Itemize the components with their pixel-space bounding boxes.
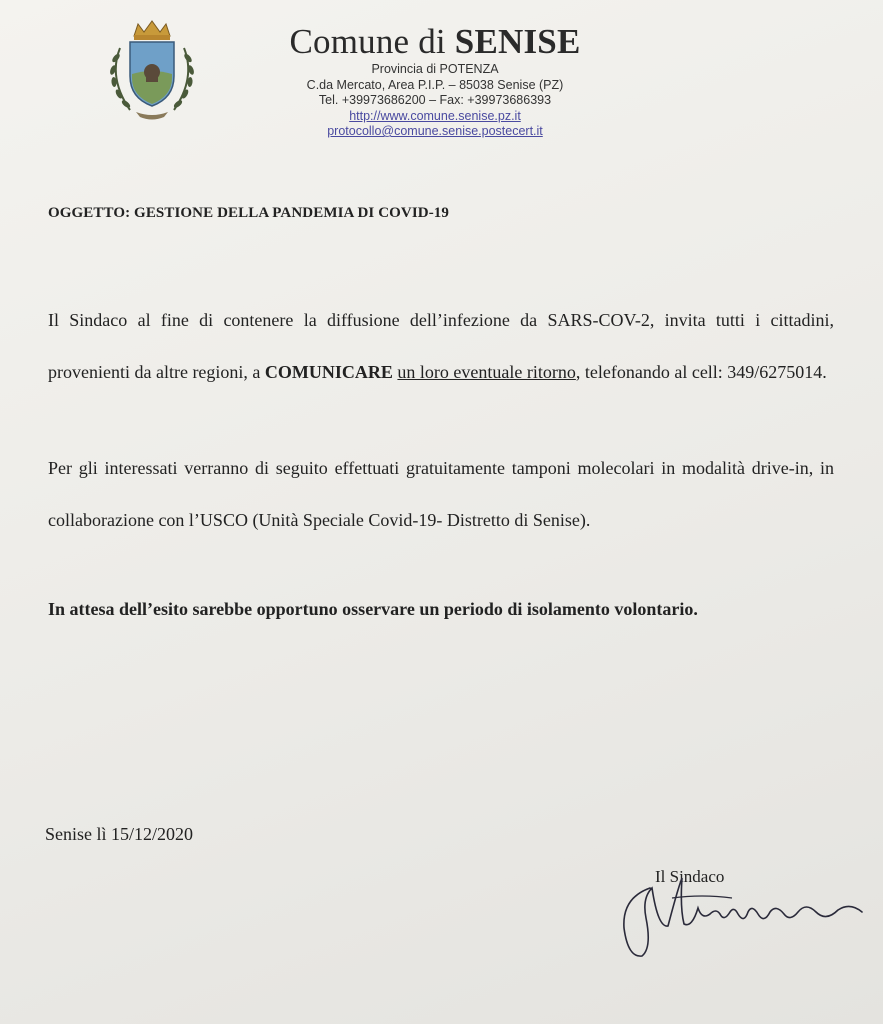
website-link[interactable]: http://www.comune.senise.pz.it [349, 108, 521, 123]
signature-label: Il Sindaco [655, 867, 725, 886]
handwritten-signature [612, 868, 872, 963]
paragraph-swab-testing: Per gli interessati verranno di seguito effettuati gratuitamente tamponi molecolari in modalità drive-in, in collaborazione con l’USCO (Unità Speciale Covid-19- Distretto di Senise). [48, 458, 834, 530]
municipality-title: Comune di SENISE [289, 22, 581, 61]
document-date: Senise lì 15/12/2020 [45, 824, 193, 844]
province-line: Provincia di POTENZA [371, 62, 499, 76]
pec-email-link[interactable]: protocollo@comune.senise.postecert.it [327, 124, 543, 138]
municipal-coat-of-arms-icon [100, 18, 204, 122]
paragraph-communication: Il Sindaco al fine di contenere la diffusione dell’infezione da SARS-COV-2, invita tutti i cittadini, provenienti da altre regioni, a COMUNICARE un loro eventuale ritorno, telefonando al cell: 349/6275014. [48, 310, 834, 382]
paragraph-isolation-advice: In attesa dell’esito sarebbe opportuno osservare un periodo di isolamento volontario. [48, 599, 698, 619]
letterhead [250, 22, 620, 140]
subject-line: OGGETTO: GESTIONE DELLA PANDEMIA DI COVID-19 [48, 205, 449, 221]
underlined-return-text: un loro eventuale ritorno [397, 362, 576, 382]
address-line: C.da Mercato, Area P.I.P. – 85038 Senise (PZ) [306, 77, 564, 92]
emphasis-communicate: COMUNICARE [264, 362, 393, 382]
phone-fax-line: Tel. +39973686200 – Fax: +39973686393 [318, 93, 552, 107]
